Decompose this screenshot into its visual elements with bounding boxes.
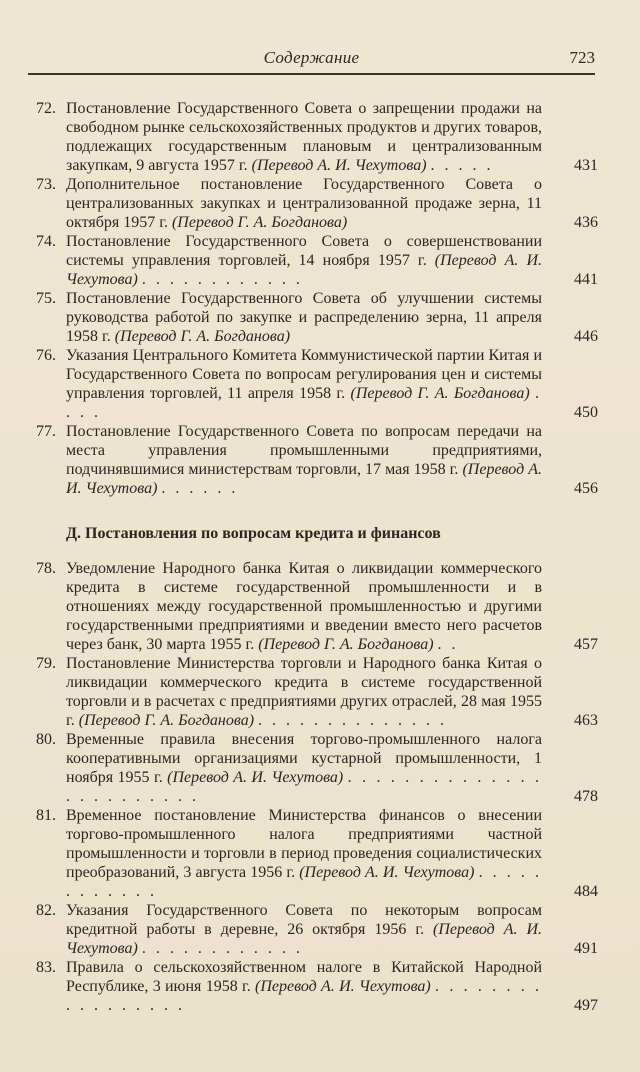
header-page-number: 723 [569, 48, 595, 67]
entry-page-number: 450 [574, 404, 598, 421]
entry-title: Постановление Министерства торговли и Народного банка Китая о ликвидации коммерческого кредита в системе государственной торговли и в расчетах с предприятиями других отраслей, 28 мая 1955 г. [66, 655, 542, 729]
entry-title: Постановление Государственного Совета о запрещении продажи на свободном рынке сельскохозяйственных продуктов и других товаров, подлежащих государственным плановым и централизованным закупкам, 9 августа 1957 г. [66, 100, 542, 174]
toc-entry [28, 806, 600, 901]
entry-number: 75. [36, 290, 56, 307]
entry-number: 72. [36, 100, 56, 117]
header-title: Содержание [263, 48, 360, 67]
toc-entry [28, 901, 600, 958]
toc-entry [28, 175, 600, 232]
entry-page-number: 441 [574, 271, 598, 288]
entry-translator: (Перевод А. И. Чехутова) [66, 461, 542, 497]
entry-leader-dots: . . . . . . . . . . . . [141, 940, 303, 957]
toc-entry [28, 559, 600, 654]
toc-list-b [28, 559, 600, 1015]
entry-title: Постановление Государственного Совета по вопросам передачи на места управления промышленными предприятиями, подчинявшимися министерствам торговли, 17 мая 1958 г. [66, 423, 542, 478]
entry-page-number: 431 [574, 157, 598, 174]
entry-number: 80. [36, 731, 56, 748]
entry-leader-dots: . . . . . . . . . . . . [66, 864, 543, 900]
entry-number: 78. [36, 560, 56, 577]
entry-body [66, 422, 542, 498]
entry-leader-dots: . . . . . . . . . . . . . . . . . . . . . . . . [66, 769, 543, 805]
entry-title: Постановление Государственного Совета об улучшении системы руководства работой по закупке и распределению зерна, 11 апреля 1958 г. [66, 290, 542, 345]
toc-entry [28, 958, 600, 1015]
toc-entry [28, 654, 600, 730]
running-header [28, 46, 595, 72]
entry-number: 76. [36, 347, 56, 364]
entry-body [66, 654, 542, 730]
entry-page-number: 463 [574, 712, 598, 729]
entry-page-number: 457 [574, 636, 598, 653]
toc-list-a [28, 99, 600, 498]
entry-page-number: 456 [574, 480, 598, 497]
entry-leader-dots: . . . . . . . . . . . . . . [258, 712, 448, 729]
entry-title: Дополнительное постановление Государственного Совета о централизованных закупках и централизованной продаже зерна, 11 октября 1957 г. [66, 176, 542, 231]
entry-leader-dots: . . . . . . [161, 480, 239, 497]
entry-number: 83. [36, 959, 56, 976]
entry-body [66, 901, 542, 958]
entry-leader-dots: . . . . [66, 385, 543, 421]
entry-number: 82. [36, 902, 56, 919]
entry-leader-dots: . . . . . . . . . . . . [141, 271, 303, 288]
section-heading: Д. Постановления по вопросам кредита и финансов [66, 525, 441, 542]
entry-leader-dots: . . . . . [430, 157, 494, 174]
entry-translator: (Перевод А. И. Чехутова) [66, 921, 543, 957]
entry-body [66, 289, 542, 346]
entry-translator: (Перевод Г. А. Богданова) [258, 636, 434, 653]
entry-translator: (Перевод Г. А. Богданова) [350, 385, 530, 402]
toc-entry [28, 730, 600, 806]
entry-number: 79. [36, 655, 56, 672]
entry-translator: (Перевод А. И. Чехутова) [255, 978, 431, 995]
entry-page-number: 484 [574, 883, 598, 900]
entry-body [66, 232, 542, 289]
entry-translator: (Перевод Г. А. Богданова) [171, 214, 348, 231]
entry-body [66, 958, 542, 1015]
entry-page-number: 497 [574, 997, 598, 1014]
entry-page-number: 436 [574, 214, 598, 231]
entry-translator: (Перевод А. И. Чехутова) [167, 769, 344, 786]
entry-title: Постановление Государственного Совета о совершенствовании системы управления торговлей, 14 ноября 1957 г. [66, 233, 542, 269]
entry-number: 81. [36, 807, 56, 824]
entry-leader-dots: . . [437, 636, 459, 653]
entry-number: 74. [36, 233, 56, 250]
toc-entry [28, 346, 600, 422]
entry-translator: (Перевод А. И. Чехутова) [251, 157, 427, 174]
entry-body [66, 559, 542, 654]
entry-title: Уведомление Народного банка Китая о ликвидации коммерческого кредита в системе государственной промышленности и в отношениях между государственной промышленностью и другими государственными предприятиями и введении вместо него расчетов через банк, 30 марта 1955 г. [66, 560, 542, 653]
toc-entry [28, 232, 600, 289]
entry-body [66, 806, 542, 901]
entry-title: Временные правила внесения торгово-промышленного налога кооперативными организациями кустарной промышленности, 1 ноября 1955 г. [66, 731, 542, 786]
entry-title: Указания Центрального Комитета Коммунистической партии Китая и Государственного Совета по вопросам регулирования цен и системы управления торговлей, 11 апреля 1958 г. [66, 347, 542, 402]
entry-number: 77. [36, 423, 56, 440]
entry-body [66, 346, 542, 422]
entry-title: Временное постановление Министерства финансов о внесении торгово-промышленного налога предприятиями частной промышленности и торговли в период проведения социалистических преобразований, 3 августа 1956 г. [66, 807, 542, 881]
toc-entries [28, 99, 600, 1015]
toc-entry [28, 422, 600, 498]
entry-translator: (Перевод Г. А. Богданова) [114, 328, 291, 345]
toc-entry [28, 99, 600, 175]
entry-title: Указания Государственного Совета по некоторым вопросам кредитной работы в деревне, 26 октября 1956 г. [66, 902, 542, 938]
entry-body [66, 730, 542, 806]
entry-translator: (Перевод Г. А. Богданова) [78, 712, 255, 729]
entry-page-number: 446 [574, 328, 598, 345]
header-rule [28, 73, 595, 75]
entry-body [66, 99, 542, 175]
entry-title: Правила о сельскохозяйственном налоге в Китайской Народной Республике, 3 июня 1958 г. [66, 959, 542, 995]
entry-body [66, 175, 542, 232]
entry-translator: (Перевод А. И. Чехутова) [299, 864, 475, 881]
entry-page-number: 478 [574, 788, 598, 805]
entry-translator: (Перевод А. И. Чехутова) [66, 252, 542, 288]
toc-entry [28, 289, 600, 346]
entry-leader-dots: . . . . . . . . . . . . . . . . . [66, 978, 543, 1014]
entry-page-number: 491 [574, 940, 598, 957]
entry-number: 73. [36, 176, 56, 193]
